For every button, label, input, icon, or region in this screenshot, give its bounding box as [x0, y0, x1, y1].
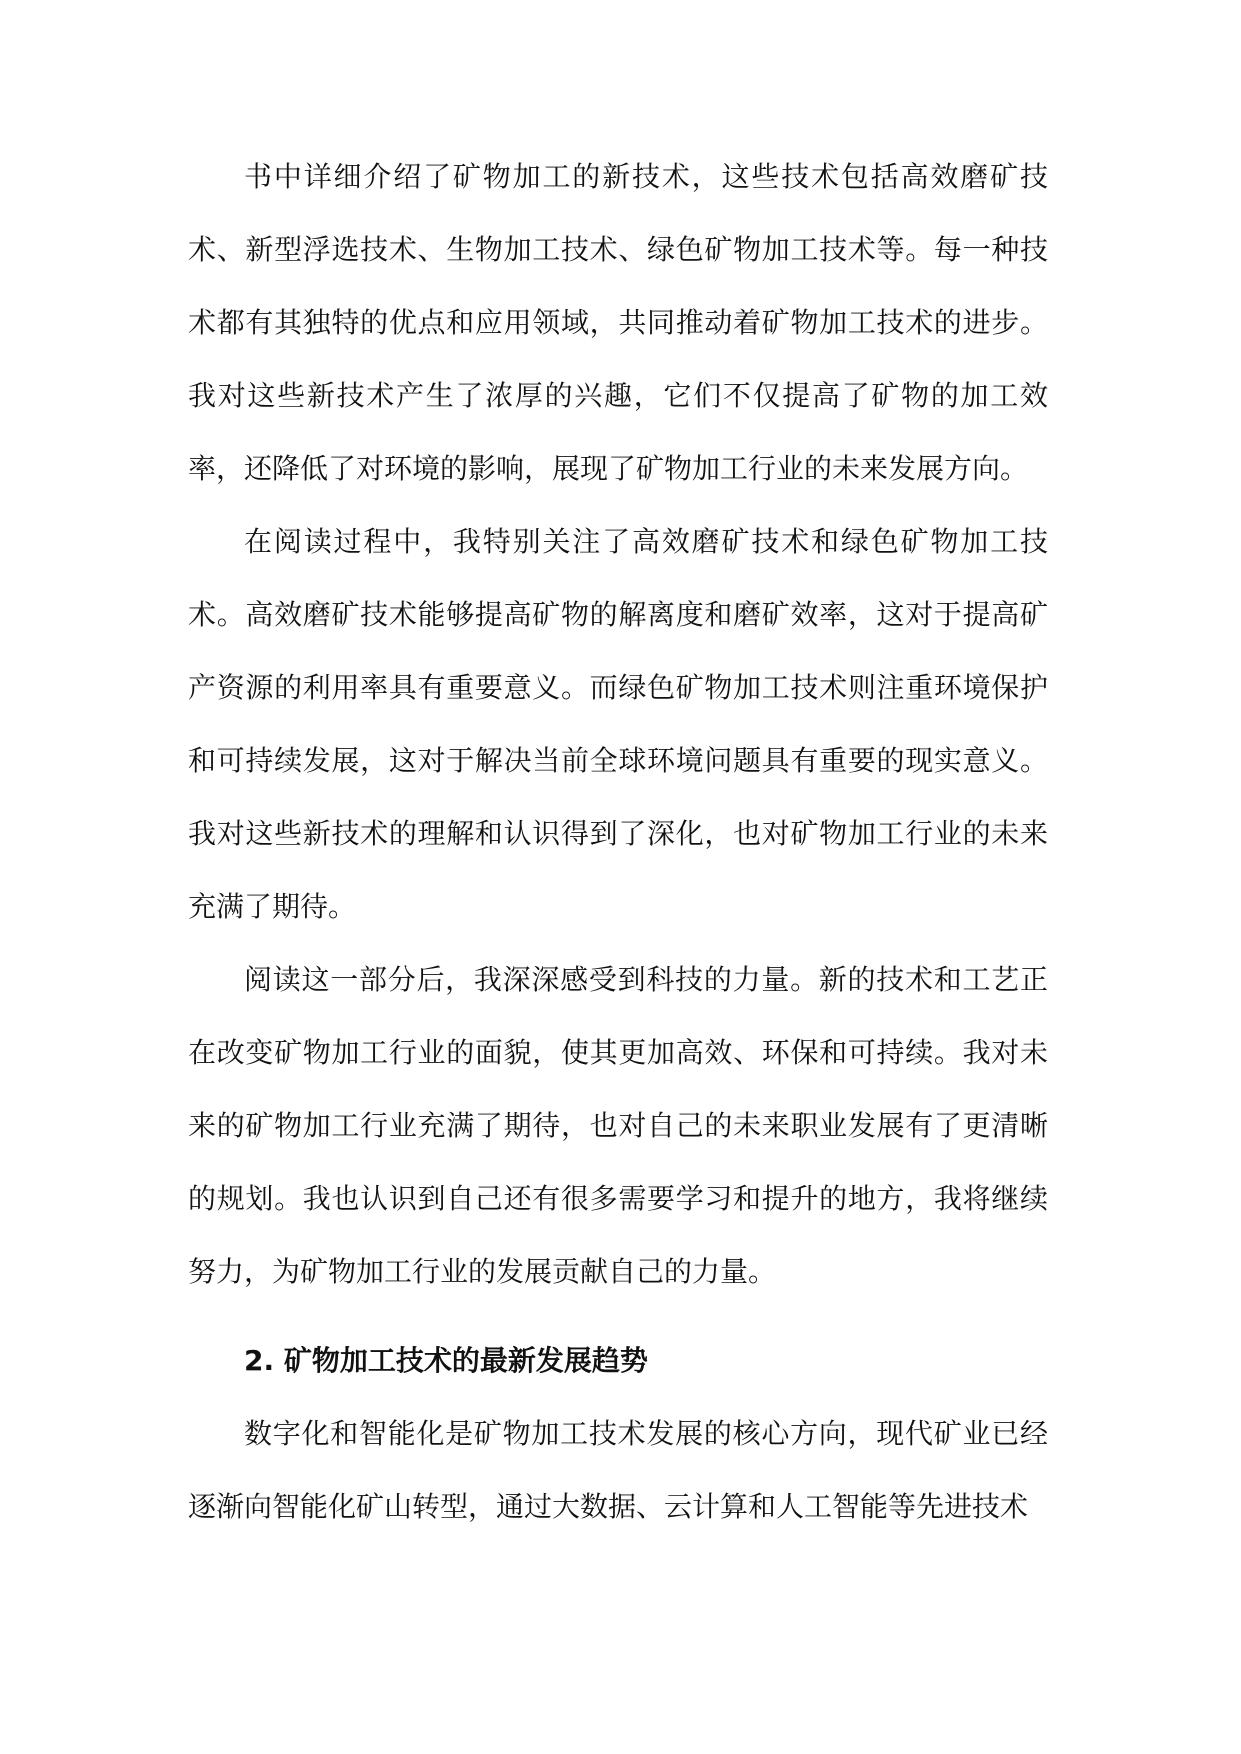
paragraph-digitalization: 数字化和智能化是矿物加工技术发展的核心方向，现代矿业已经逐渐向智能化矿山转型，通过大数据、云计算和人工智能等先进技术: [188, 1417, 1048, 1523]
paragraph-reading-focus: 在阅读过程中，我特别关注了高效磨矿技术和绿色矿物加工技术。高效磨矿技术能够提高矿物的解离度和磨矿效率，这对于提高矿产资源的利用率具有重要意义。而绿色矿物加工技术则注重环境保护和可持续发展，这对于解决当前全球环境问题具有重要的现实意义。我对这些新技术的理解和认识得到了深化，也对矿物加工行业的未来充满了期待。: [188, 525, 1048, 923]
document-body: [188, 140, 1048, 1543]
paragraph-reflection: 阅读这一部分后，我深深感受到科技的力量。新的技术和工艺正在改变矿物加工行业的面貌，使其更加高效、环保和可持续。我对未来的矿物加工行业充满了期待，也对自己的未来职业发展有了更清晰的规划。我也认识到自己还有很多需要学习和提升的地方，我将继续努力，为矿物加工行业的发展贡献自己的力量。: [188, 963, 1048, 1288]
section-heading: 2. 矿物加工技术的最新发展趋势: [244, 1344, 648, 1377]
paragraph-new-technologies: 书中详细介绍了矿物加工的新技术，这些技术包括高效磨矿技术、新型浮选技术、生物加工技术、绿色矿物加工技术等。每一种技术都有其独特的优点和应用领域，共同推动着矿物加工技术的进步。我对这些新技术产生了浓厚的兴趣，它们不仅提高了矿物的加工效率，还降低了对环境的影响，展现了矿物加工行业的未来发展方向。: [188, 160, 1048, 485]
